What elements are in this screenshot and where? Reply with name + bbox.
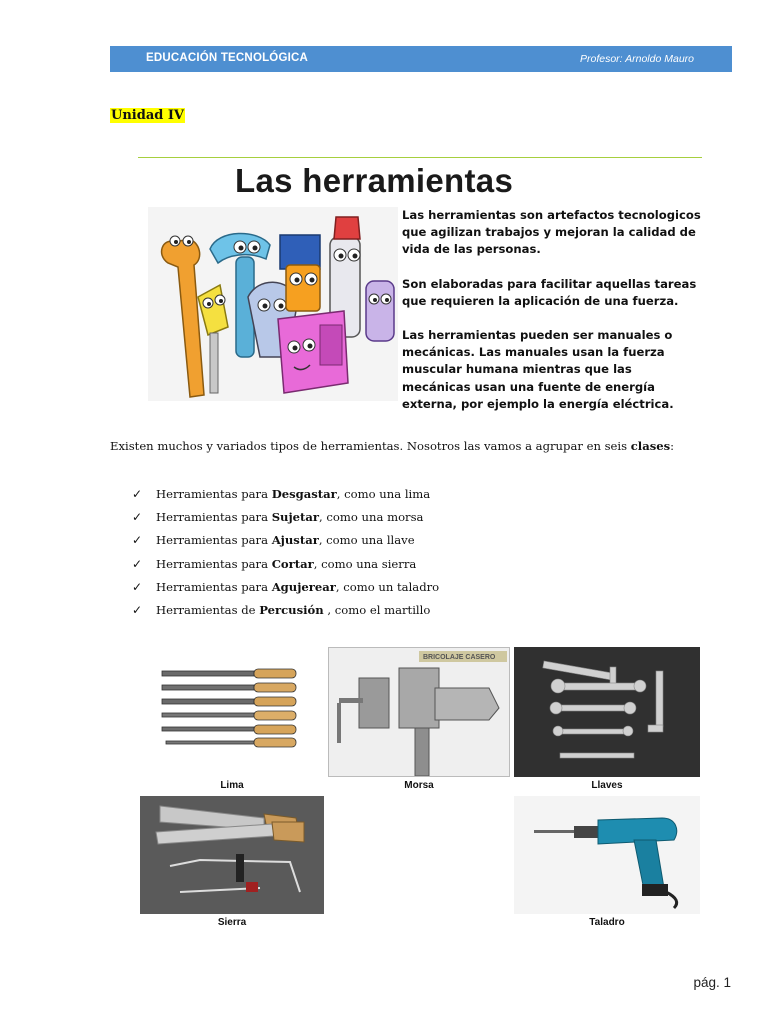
item-example: , como el martillo	[323, 602, 431, 617]
checkmark-icon: ✓	[132, 579, 143, 594]
list-item	[132, 578, 439, 601]
subject-title: EDUCACIÓN TECNOLÓGICA	[146, 52, 309, 64]
list-item	[132, 508, 439, 531]
poster-paragraph: Son elaboradas para facilitar aquellas tareas que requieren la aplicación de una fuerza.	[402, 276, 697, 308]
files-photo	[140, 647, 324, 777]
item-class: Desgastar	[271, 487, 337, 501]
item-class: Agujerear	[271, 579, 336, 594]
item-class: Sujetar	[271, 510, 320, 525]
caption-llaves: Llaves	[591, 780, 623, 791]
item-prefix: Herramientas para	[156, 579, 272, 594]
item-example: , como un taladro	[335, 579, 440, 594]
item-class: Percusión	[259, 602, 324, 617]
teacher-name: Profesor: Arnoldo Mauro	[580, 53, 694, 65]
intro-bold: clases	[630, 439, 671, 453]
item-example: , como una sierra	[313, 556, 417, 571]
cartoon-tools-illustration	[148, 207, 398, 401]
divider	[138, 157, 702, 158]
item-example: , como una morsa	[319, 510, 424, 525]
poster-description	[402, 207, 702, 430]
poster-title: Las herramientas	[235, 162, 514, 199]
poster-paragraph: Las herramientas pueden ser manuales o mecánicas. Las manuales usan la fuerza muscular humana mientras que las mecánicas usan una fuente de energía externa, por ejemplo la energía eléctrica.	[402, 328, 674, 411]
checkmark-icon: ✓	[132, 602, 143, 617]
document-header	[110, 46, 732, 72]
item-prefix: Herramientas para	[156, 556, 272, 571]
cartoon-toolbox	[278, 311, 348, 393]
page-number: pág. 1	[693, 975, 731, 990]
list-item	[132, 531, 439, 554]
item-prefix: Herramientas para	[156, 533, 272, 548]
caption-sierra: Sierra	[217, 917, 247, 928]
intro-paragraph	[110, 438, 702, 455]
intro-tail: :	[670, 439, 675, 453]
item-prefix: Herramientas de	[156, 602, 260, 617]
saws-photo	[140, 796, 324, 914]
list-item	[132, 555, 439, 578]
item-example: , como una llave	[318, 533, 415, 548]
cartoon-level	[366, 281, 394, 341]
cartoon-box	[280, 235, 320, 311]
unit-label: Unidad IV	[111, 108, 185, 123]
item-prefix: Herramientas para	[156, 510, 272, 525]
tool-classes-list	[132, 485, 439, 624]
wrenches-photo	[514, 647, 700, 777]
checkmark-icon: ✓	[132, 487, 143, 501]
item-class: Ajustar	[271, 533, 319, 548]
caption-taladro: Taladro	[589, 917, 625, 928]
checkmark-icon: ✓	[132, 556, 143, 571]
poster-paragraph: Las herramientas son artefactos tecnologicos que agilizan trabajos y mejoran la calidad de vida de las personas.	[402, 208, 701, 257]
intro-text: Existen muchos y variados tipos de herramientas. Nosotros las vamos a agrupar en seis	[110, 439, 631, 453]
drill-photo	[514, 796, 700, 914]
vise-photo	[328, 647, 510, 777]
item-prefix: Herramientas para	[156, 487, 272, 501]
caption-lima: Lima	[220, 780, 244, 791]
item-example: , como una lima	[336, 487, 431, 501]
checkmark-icon: ✓	[132, 533, 143, 548]
list-item	[132, 485, 439, 508]
watermark-text: BRICOLAJE CASERO	[423, 654, 496, 661]
item-class: Cortar	[271, 556, 314, 571]
checkmark-icon: ✓	[132, 510, 143, 525]
list-item	[132, 601, 439, 624]
caption-morsa: Morsa	[404, 780, 434, 791]
